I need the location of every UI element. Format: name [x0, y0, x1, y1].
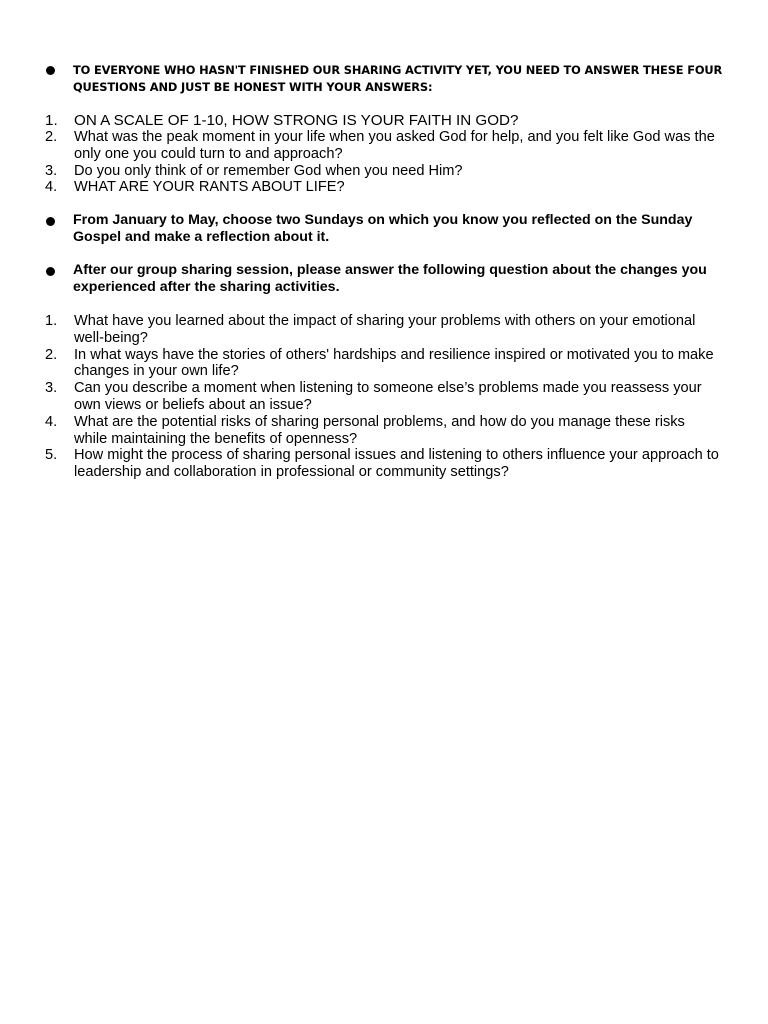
- list-item-text: What was the peak moment in your life when you asked God for help, and you felt like God was the only one you could turn to and approach?: [74, 129, 715, 162]
- list-item-text: What are the potential risks of sharing personal problems, and how do you manage these risks while maintaining the benefits of openness?: [74, 413, 685, 447]
- list-item-number: 2.: [45, 346, 58, 363]
- list-item-number: 3.: [45, 162, 58, 179]
- list-item: [0, 179, 768, 196]
- list-item-number: 4.: [45, 179, 58, 196]
- list-item: [0, 112, 768, 129]
- list-item-text: WHAT ARE YOUR RANTS ABOUT LIFE?: [74, 179, 345, 196]
- list-item-number: 1.: [45, 313, 58, 329]
- list-item: [0, 129, 768, 163]
- list-item: [0, 347, 768, 381]
- list-item-number: 3.: [45, 380, 58, 397]
- bullet-text: From January to May, choose two Sundays on which you know you reflected on the Sunday Gospel and make a reflection about it.: [73, 212, 693, 245]
- list-item-number: 1.: [45, 112, 58, 129]
- faith-questions-list: [0, 112, 768, 196]
- list-item: [0, 313, 768, 347]
- list-item: [0, 414, 768, 448]
- list-item-number: 2.: [45, 129, 58, 145]
- list-item-text: Do you only think of or remember God when you need Him?: [74, 162, 463, 179]
- bullet-text: After our group sharing session, please answer the following question about the changes you experienced after the sharing activities.: [73, 262, 707, 295]
- list-item-text: In what ways have the stories of others' hardships and resilience inspired or motivated you to make changes in your own life?: [74, 346, 714, 380]
- list-item-number: 4.: [45, 413, 58, 430]
- bullet-dot-icon: [45, 265, 57, 277]
- list-item-text: ON A SCALE OF 1-10, HOW STRONG IS YOUR FAITH IN GOD?: [74, 112, 519, 129]
- bullet-text: TO EVERYONE WHO HASN'T FINISHED OUR SHARING ACTIVITY YET, YOU NEED TO ANSWER THESE FOUR QUESTIONS AND JUST BE HONEST WITH YOUR ANSWERS:: [73, 63, 723, 94]
- sharing-reflection-questions-list: [0, 313, 768, 481]
- list-item: [0, 447, 768, 481]
- list-item-number: 5.: [45, 447, 58, 464]
- list-item-text: Can you describe a moment when listening to someone else’s problems made you reassess your own views or beliefs about an issue?: [74, 380, 702, 413]
- bullet-dot-icon: [45, 215, 57, 227]
- list-item-text: How might the process of sharing personal issues and listening to others influence your approach to leadership and collaboration in professional or community settings?: [74, 447, 719, 481]
- list-item: [0, 163, 768, 180]
- bullet-dot-icon: [45, 64, 57, 76]
- list-item: [0, 380, 768, 414]
- list-item-text: What have you learned about the impact of sharing your problems with others on your emotional well-being?: [74, 313, 696, 346]
